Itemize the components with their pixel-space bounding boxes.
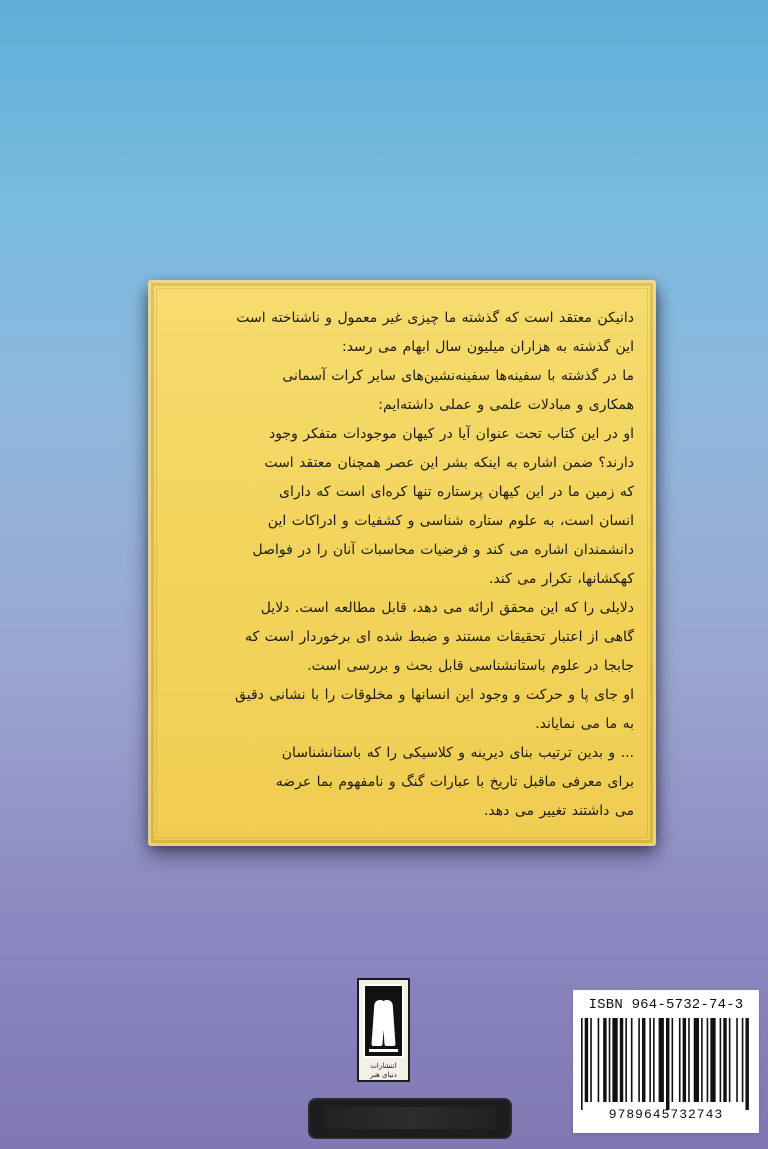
isbn-text: ISBN 964-5732-74-3	[588, 997, 744, 1013]
barcode-bar	[603, 1018, 606, 1102]
barcode-bar	[742, 1018, 744, 1102]
barcode-number: 9789645732743	[608, 1107, 724, 1122]
barcode-bar	[612, 1018, 617, 1102]
publisher-logo	[357, 978, 410, 1082]
barcode-bar	[590, 1018, 592, 1102]
barcode-bar	[609, 1018, 611, 1102]
barcode-bar	[598, 1018, 600, 1102]
barcode-bar	[581, 1018, 583, 1110]
barcode-bar	[679, 1018, 681, 1102]
summary-text: دانیکن معتقد است که گذشته ما چیزی غیر معمول و ناشناخته است این گذشته به هزاران میلیون سال ابهام می رسد: ما در گذشته با سفینه‌ها سفینه‌نشین‌های سایر کرات آسمانی همکاری و مبادلات علمی و عملی داشته‌ایم: او در این کتاب تحت عنوان آیا در کیهان موجودات متفکر وجود دارند؟ ضمن اشاره به اینکه بشر این عصر همچنان معتقد است که زمین ما در این کیهان پرستاره تنها کره‌ای است که دارای انسان است، به علوم ستاره شناسی و کشفیات و ادراکات این دانشمندان اشاره می کند و فرضیات محاسبات آنان را در فواصل کهکشانها، تکرار می کند. دلایلی را که این محقق ارائه می دهد، قابل مطالعه است. دلایل گاهی از اعتبار تحقیقات مستند و ضبط شده ای برخوردار است که جابجا در علوم باستانشناسی قابل بحث و بررسی است. او جای پا و حرکت و وجود این انسانها و مخلوقات را با نشانی دقیق به ما می نمایاند. ... و بدین ترتیب بنای دیرینه و کلاسیکی را که باستانشناسان برای معرفی ماقبل تاریخ با عبارات گنگ و نامفهوم بما عرضه می داشتند تغییر می دهد.	[235, 310, 634, 819]
barcode-bar	[642, 1018, 645, 1102]
barcode-bar	[736, 1018, 738, 1102]
barcode-bar	[707, 1018, 709, 1102]
barcode-bar	[723, 1018, 726, 1102]
barcode-bar	[666, 1018, 669, 1110]
barcode-bar	[625, 1018, 627, 1102]
barcode-bar	[683, 1018, 686, 1102]
barcode-bar	[653, 1018, 655, 1102]
logo-base	[369, 1049, 398, 1052]
barcode-bar	[701, 1018, 703, 1102]
publisher-caption: انتشارات دنیای هنر	[370, 1062, 397, 1079]
publisher-logo-icon	[363, 984, 404, 1058]
barcode-bar	[585, 1018, 588, 1102]
barcode-bar	[745, 1018, 748, 1110]
barcode-bar	[672, 1018, 674, 1102]
barcode-bar	[710, 1018, 715, 1102]
barcode-icon	[581, 1018, 751, 1110]
summary-panel	[148, 280, 656, 846]
barcode-bar	[694, 1018, 699, 1102]
figure-right-icon	[381, 1000, 395, 1046]
barcode-bar	[659, 1018, 664, 1102]
barcode-bar	[620, 1018, 623, 1102]
barcode-bar	[631, 1018, 633, 1102]
barcode-bar	[720, 1018, 722, 1102]
barcode-label	[573, 990, 759, 1133]
price-label	[308, 1098, 512, 1139]
barcode-bar	[688, 1018, 690, 1102]
barcode-bar	[729, 1018, 731, 1102]
barcode-bar	[649, 1018, 651, 1102]
barcode-bar	[638, 1018, 640, 1102]
